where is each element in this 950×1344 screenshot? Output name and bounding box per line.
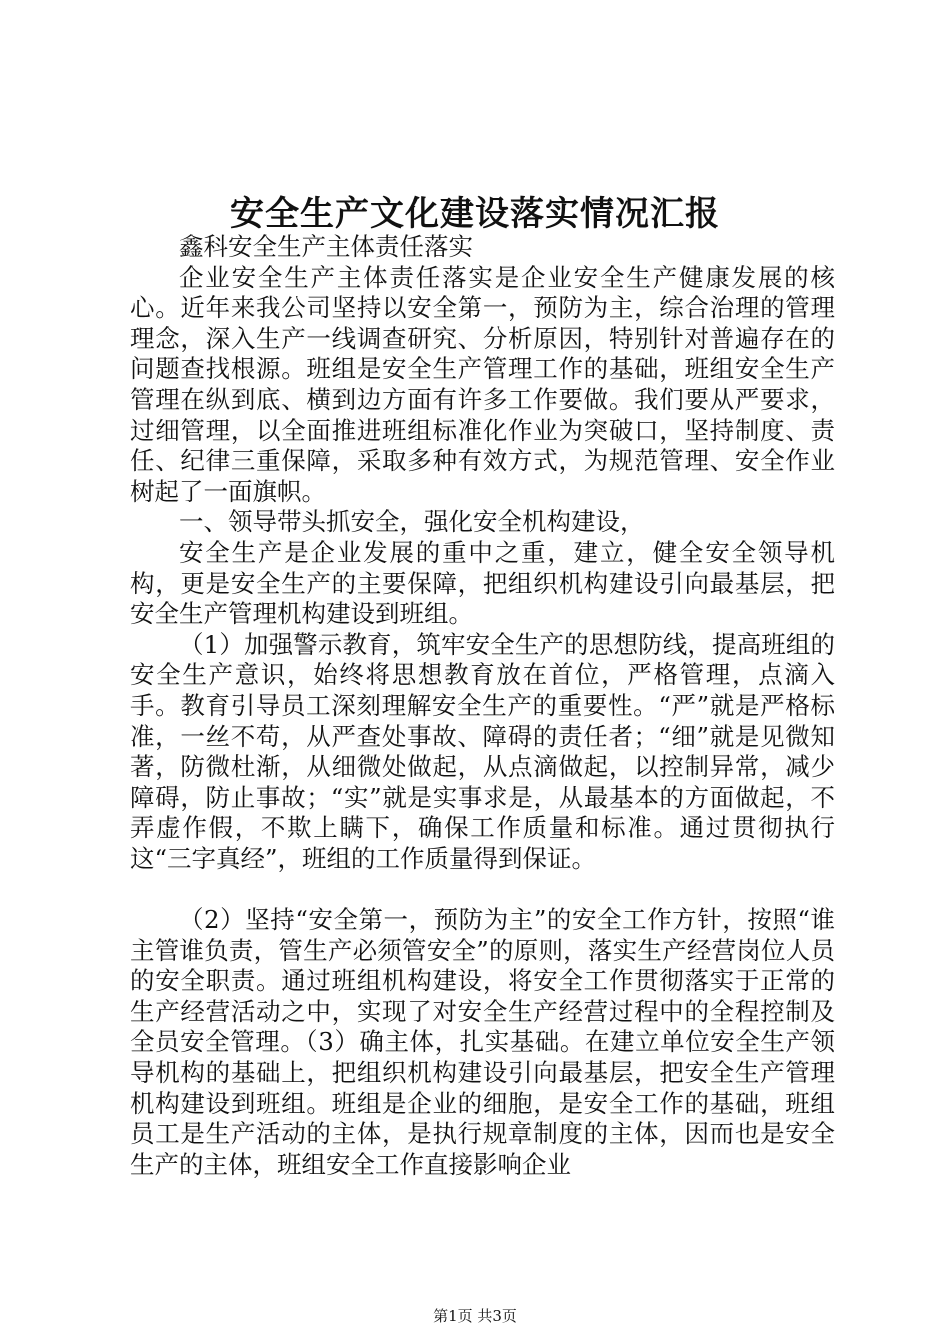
page-footer: 第1页 共3页 xyxy=(433,1307,517,1325)
body-paragraph: （2）坚持“安全第一，预防为主”的安全工作方针，按照“谁主管谁负责，管生产必须管安全”的原则，落实生产经营岗位人员的安全职责。通过班组机构建设，将安全工作贯彻落实于正常的生产经营活动之中，实现了对安全生产经营过程中的全程控制及全员安全管理。（3）确主体，扎实基础。在建立单位安全生产领导机构的基础上，把组织机构建设引向最基层，把安全生产管理机构建设到班组。班组是企业的细胞，是安全工作的基础，班组员工是生产活动的主体，是执行规章制度的主体，因而也是安全生产的主体，班组安全工作直接影响企业 xyxy=(130,905,835,1179)
body-paragraph: 安全生产是企业发展的重中之重，建立，健全安全领导机构，更是安全生产的主要保障，把组织机构建设引向最基层，把安全生产管理机构建设到班组。 xyxy=(130,537,835,629)
body-paragraph: （1）加强警示教育，筑牢安全生产的思想防线，提高班组的安全生产意识，始终将思想教育放在首位，严格管理，点滴入手。教育引导员工深刻理解安全生产的重要性。“严”就是严格标准，一丝不苟，从严查处事故、障碍的责任者；“细”就是见微知著，防微杜渐，从细微处做起，从点滴做起，以控制异常，减少障碍，防止事故；“实”就是实事求是，从最基本的方面做起，不弄虚作假，不欺上瞒下，确保工作质量和标准。通过贯彻执行这“三字真经”，班组的工作质量得到保证。 xyxy=(130,629,835,873)
document-body xyxy=(130,232,835,1180)
intro-paragraph: 企业安全生产主体责任落实是企业安全生产健康发展的核心。近年来我公司坚持以安全第一，预防为主，综合治理的管理理念，深入生产一线调查研究、分析原因，特别针对普遍存在的问题查找根源。班组是安全生产管理工作的基础，班组安全生产管理在纵到底、横到边方面有许多工作要做。我们要从严要求，过细管理，以全面推进班组标准化作业为突破口，坚持制度、责任、纪律三重保障，采取多种有效方式，为规范管理、安全作业树起了一面旗帜。 xyxy=(130,262,835,506)
subtitle-paragraph: 鑫科安全生产主体责任落实 xyxy=(179,232,473,261)
section-heading: 一、领导带头抓安全，强化安全机构建设， xyxy=(179,507,645,537)
document-title: 安全生产文化建设落实情况汇报 xyxy=(230,194,720,234)
